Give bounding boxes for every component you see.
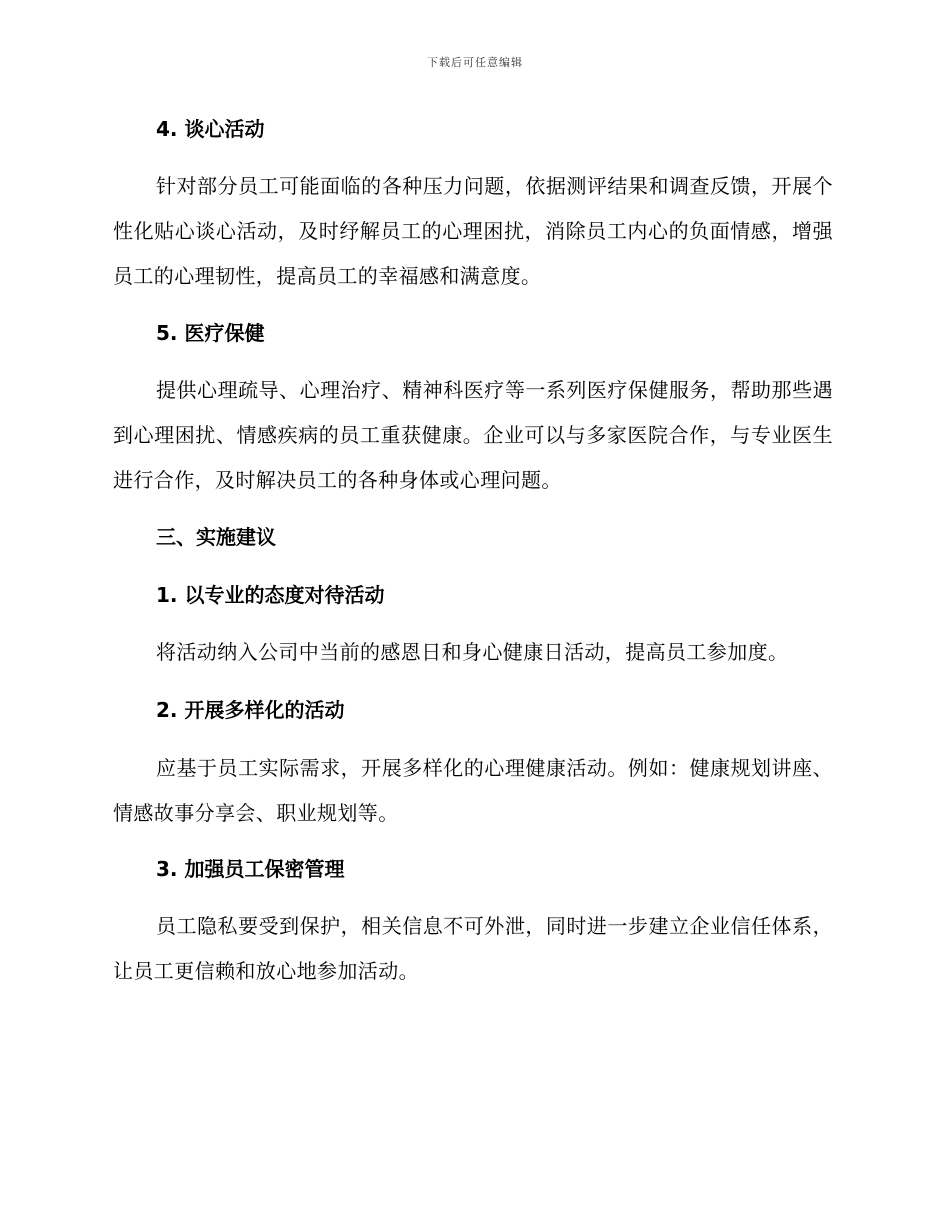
section-heading: 1. 以专业的态度对待活动	[156, 583, 385, 607]
section-paragraph: 将活动纳入公司中当前的感恩日和身心健康日活动，提高员工参加度。	[156, 640, 789, 664]
section-heading: 三、实施建议	[156, 525, 276, 549]
page-header-note: 下载后可任意编辑	[427, 56, 523, 69]
section-paragraph: 提供心理疏导、心理治疗、精神科医疗等一系列医疗保健服务，帮助那些遇到心理困扰、情感疾病的员工重获健康。企业可以与多家医院合作，与专业医生进行合作，及时解决员工的各种身体或心理问题。	[113, 378, 833, 492]
section-heading: 4. 谈心活动	[156, 117, 265, 141]
section-heading: 3. 加强员工保密管理	[156, 857, 345, 881]
section-heading: 5. 医疗保健	[156, 321, 265, 345]
section-paragraph: 针对部分员工可能面临的各种压力问题，依据测评结果和调查反馈，开展个性化贴心谈心活动，及时纾解员工的心理困扰，消除员工内心的负面情感，增强员工的心理韧性，提高员工的幸福感和满意度。	[113, 174, 833, 288]
section-paragraph: 应基于员工实际需求，开展多样化的心理健康活动。例如：健康规划讲座、情感故事分享会、职业规划等。	[113, 756, 833, 825]
section-paragraph: 员工隐私要受到保护，相关信息不可外泄，同时进一步建立企业信任体系，让员工更信赖和放心地参加活动。	[113, 914, 833, 983]
section-heading: 2. 开展多样化的活动	[156, 698, 345, 722]
